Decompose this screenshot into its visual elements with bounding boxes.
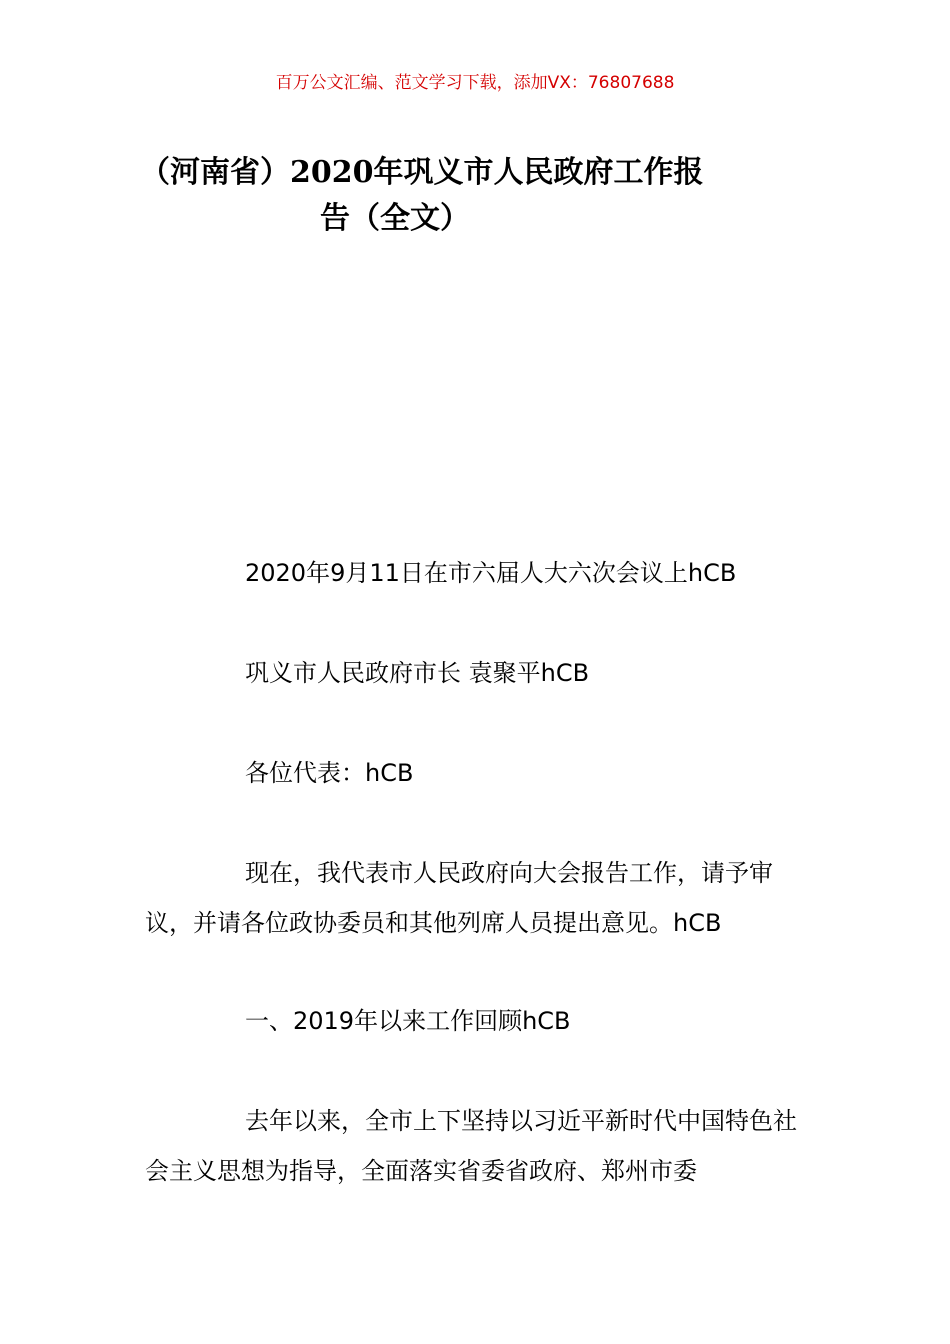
document-title [140,150,810,242]
document-title-line-1: （河南省）2020年巩义市人民政府工作报 [140,155,704,190]
document-title-line-2: 告（全文） [320,201,470,236]
greeting-line: 各位代表：hCB [245,759,414,787]
intro-paragraph: 现在，我代表市人民政府向大会报告工作，请予审议，并请各位政协委员和其他列席人员提出意见。hCB [145,859,773,937]
meeting-date-line: 2020年9月11日在市六届人大六次会议上hCB [245,559,737,587]
body-paragraph: 去年以来，全市上下坚持以习近平新时代中国特色社会主义思想为指导，全面落实省委省政府、郑州市委 [145,1107,797,1185]
section-heading: 一、2019年以来工作回顾hCB [245,1007,571,1035]
author-line: 巩义市人民政府市长 袁聚平hCB [245,659,590,687]
header-watermark-note: 百万公文汇编、范文学习下载，添加VX：76807688 [275,73,675,93]
